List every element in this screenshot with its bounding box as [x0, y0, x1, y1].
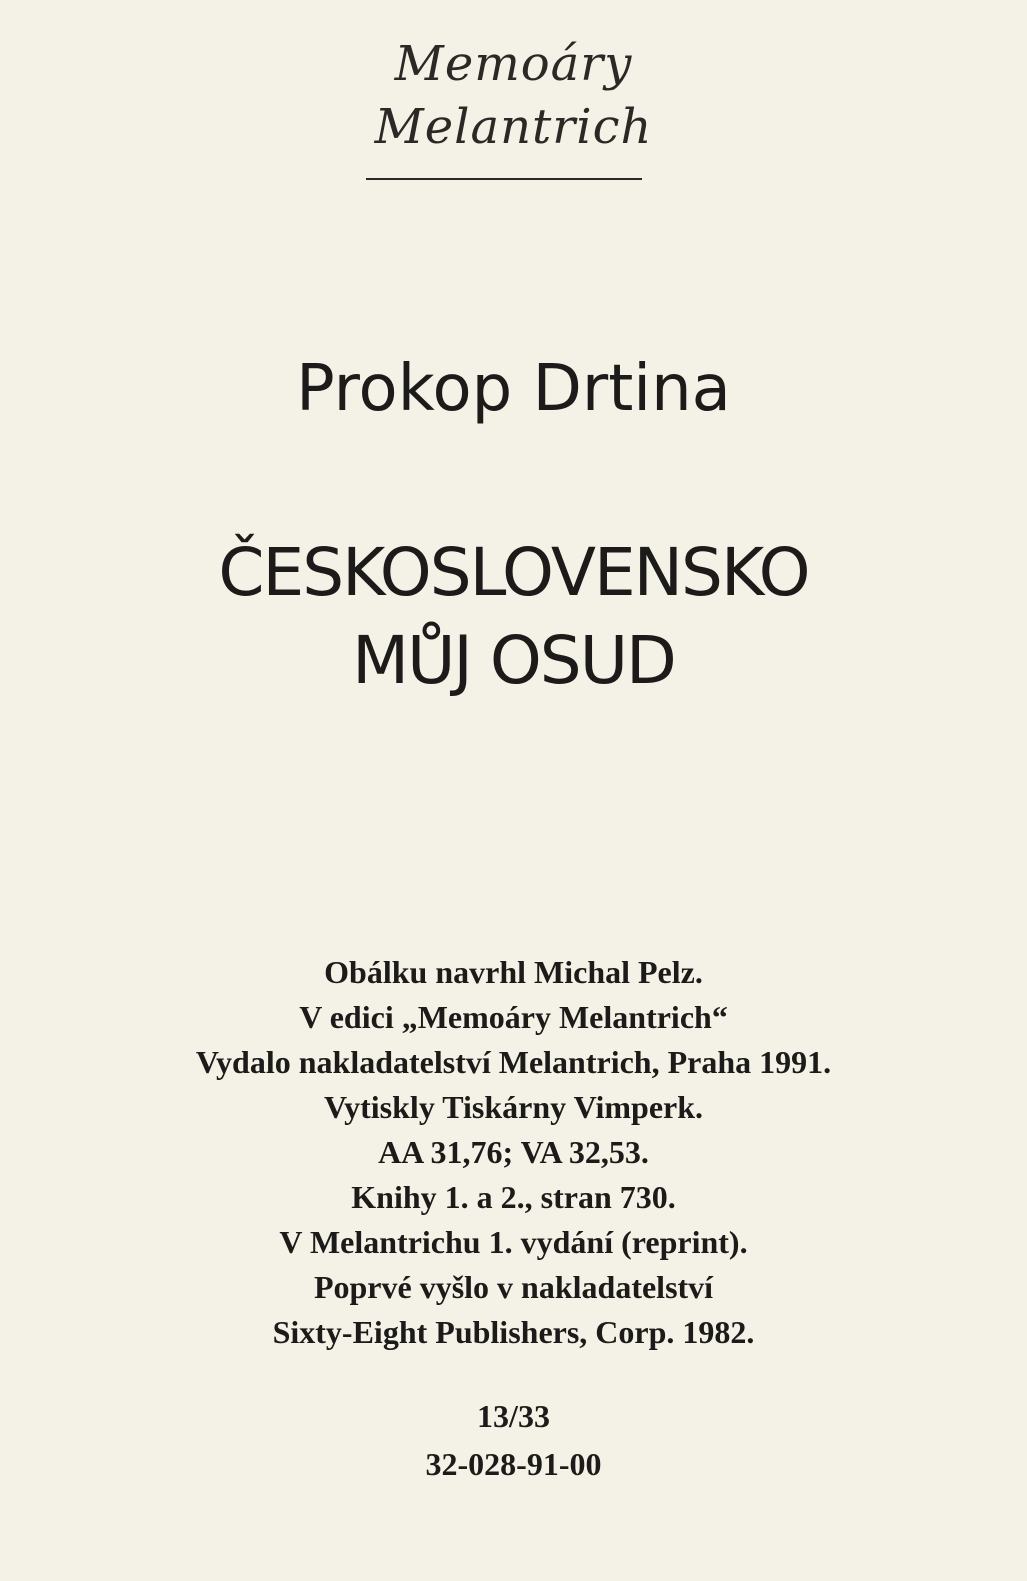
- imprint-line-pages: Knihy 1. a 2., stran 730.: [351, 1179, 676, 1215]
- imprint-line-sheets: AA 31,76; VA 32,53.: [378, 1134, 649, 1170]
- imprint-line-edition: V Melantrichu 1. vydání (reprint).: [279, 1224, 748, 1260]
- catalog-code-2: 32-028-91-00: [425, 1446, 602, 1482]
- catalog-code-1: 13/33: [477, 1398, 550, 1434]
- book-title-line-1: ČESKOSLOVENSKO: [218, 534, 809, 611]
- imprint-line-first-published: Poprvé vyšlo v nakladatelství: [313, 1269, 714, 1305]
- imprint-line-original-publisher: Sixty-Eight Publishers, Corp. 1982.: [272, 1314, 755, 1350]
- imprint-block: [0, 950, 1027, 1355]
- series-logo-line-1: Memoáry: [394, 36, 633, 92]
- imprint-line-series: V edici „Memoáry Melantrich“: [299, 999, 728, 1035]
- author-name: Prokop Drtina: [296, 352, 731, 426]
- catalog-codes: [0, 1392, 1027, 1488]
- imprint-line-cover-design: Obálku navrhl Michal Pelz.: [324, 954, 703, 990]
- imprint-line-publisher: Vydalo nakladatelství Melantrich, Praha 1991.: [195, 1044, 832, 1080]
- logo-divider-rule: [366, 178, 642, 180]
- imprint-line-printer: Vytiskly Tiskárny Vimperk.: [323, 1089, 704, 1125]
- series-logo-line-2: Melantrich: [374, 99, 653, 155]
- book-title-line-2: MŮJ OSUD: [352, 622, 675, 699]
